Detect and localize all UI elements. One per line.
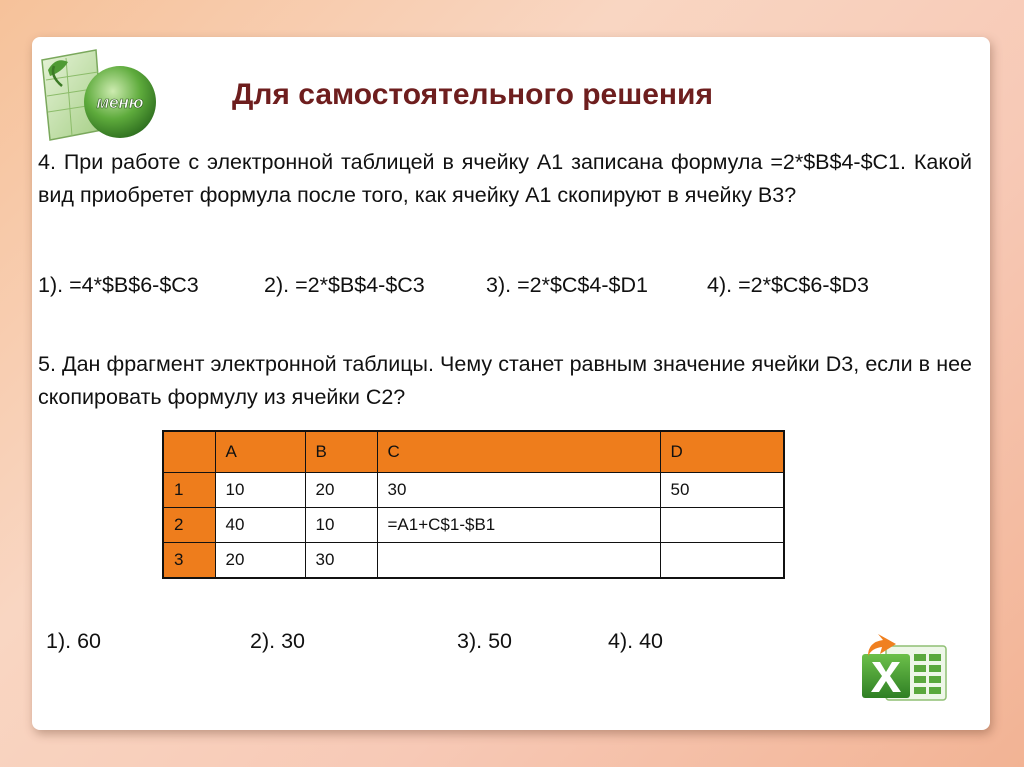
cell-b2: 10: [305, 508, 377, 543]
q4-option-1: 1). =4*$В$6-$С3: [38, 273, 199, 297]
cell-b1: 20: [305, 473, 377, 508]
q5-option-1: 1). 60: [46, 629, 101, 653]
cell-a1: 10: [215, 473, 305, 508]
question-5-text: 5. Дан фрагмент электронной таблицы. Чему станет равным значение ячейки D3, если в нее скопировать формулу из ячейки С2?: [38, 352, 972, 409]
q5-option-2: 2). 30: [250, 629, 305, 653]
menu-icon[interactable]: [36, 44, 160, 150]
q5-option-4: 4). 40: [608, 629, 663, 653]
excel-icon: [856, 632, 952, 704]
q5-option-3: 3). 50: [457, 629, 512, 653]
q4-option-3: 3). =2*$С$4-$D1: [486, 273, 648, 297]
cell-b3: 30: [305, 543, 377, 579]
excel-menu-icon: [36, 44, 160, 150]
cell-d3: [660, 543, 784, 579]
table-row: [163, 543, 784, 579]
cell-c3: [377, 543, 660, 579]
q4-option-4: 4). =2*$С$6-$D3: [707, 273, 869, 297]
row-header-1: 1: [163, 473, 215, 508]
excel-logo-icon[interactable]: [856, 632, 952, 704]
cell-c1: 30: [377, 473, 660, 508]
table-header-row: [163, 431, 784, 473]
q4-option-2: 2). =2*$В$4-$С3: [264, 273, 425, 297]
slide-title: Для самостоятельного решения: [232, 78, 713, 111]
cell-d1: 50: [660, 473, 784, 508]
menu-label: меню: [96, 93, 144, 112]
table-row: [163, 473, 784, 508]
cell-c2: =A1+C$1-$B1: [377, 508, 660, 543]
question-4-text: 4. При работе с электронной таблицей в ячейку А1 записана формула =2*$В$4-$С1. Какой вид приобретет формула после того, как ячейку А1 скопируют в ячейку В3?: [38, 150, 972, 207]
cell-d2: [660, 508, 784, 543]
cell-a2: 40: [215, 508, 305, 543]
row-header-3: 3: [163, 543, 215, 579]
column-header-c: C: [377, 431, 660, 473]
cell-a3: 20: [215, 543, 305, 579]
column-header-a: A: [215, 431, 305, 473]
column-header-d: D: [660, 431, 784, 473]
row-header-2: 2: [163, 508, 215, 543]
column-header-b: B: [305, 431, 377, 473]
corner-cell: [163, 431, 215, 473]
spreadsheet-fragment: [162, 430, 785, 579]
table-row: [163, 508, 784, 543]
